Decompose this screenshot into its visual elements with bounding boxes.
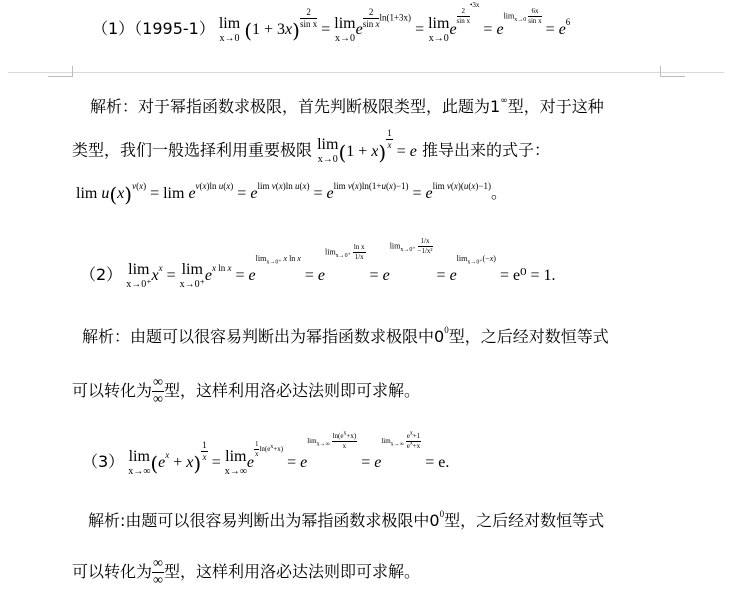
analysis2-line1: 解析：由题可以很容易判断出为幂指函数求极限中$0^0$型，之后经对数恒等式 xyxy=(82,325,609,346)
analysis1-formula: $\lim u(x)^{v(x)} = \lim e^{v(x)ln u(x)} = e^{lim v(x)ln u(x)} = e^{lim v(x)ln(1+u(x)-1)} = e^{lim v(x)(u(x)-1)}$。 xyxy=(76,181,508,207)
analysis2-line2: 可以转化为 $\frac{\infty}{\infty}$ 型，这样利用洛必达法则即可求解。 xyxy=(72,375,421,407)
analysis3-line1: 解析:由题可以很容易判断出为幂指函数求极限中$0^0$型，之后经对数恒等式 xyxy=(88,509,605,530)
analysis1-line2: 类型，我们一般选择利用重要极限 lim x→0 (1 + x) $\frac{1}{x}$ = e 推导出来的式子： xyxy=(72,128,550,165)
item1-lim: lim x→0 xyxy=(218,15,241,45)
analysis3-line2: 可以转化为 $\frac{\infty}{\infty}$ 型，这样利用洛必达法则即可求解。 xyxy=(72,556,421,588)
item2-result: = e⁰ = 1. xyxy=(499,267,556,284)
analysis1-line1: 解析：对于幂指函数求极限，首先判断极限类型，此题为1∞型，对于这种 xyxy=(90,96,604,116)
crop-mark-left xyxy=(48,66,73,77)
item3-equation: （3） lim x→∞ $(e^x + x)$ $\frac{1}{x}$ = lim x→∞ e $\frac{1}{x}$ $\ln(e^x+x) = elim_{x\to\infty}$ $\frac{\ln(e^x+x)}{x}$ = elim$_{x\to\infty}$ $\frac{e^x+1}{e^x+x}$ = e. xyxy=(82,430,450,478)
item2-equation: （2） lim x→0⁺ $x^x$ = lim x→0⁺ $e^{x ln x} = elim_{x\to 0^+}$ x ln x = elim$_{x\to 0^+}$ $\frac{\text{ln x}}{1/x}$ = elim$_{x\to 0^+}$ $\frac{1/x}{\text{−1/x²}}$ = elim$_{x\to 0^+}$(−x) = e⁰ = 1. xyxy=(80,237,556,291)
item1-exponent: $\frac{2}{\text{sin x}}$ xyxy=(299,7,318,29)
crop-mark-right xyxy=(660,66,685,77)
item1-label: （1）（1995-1） xyxy=(92,19,215,38)
page-separator xyxy=(8,72,724,73)
item1-equation: （1）（1995-1） lim x→0 (1 + 3x) $\frac{2}{\text{sin x}}$ = lim x→0 e $\frac{2}{\text{sin x}}$ ln(1+3x) = lim x→0 e $\frac{2}{\text{sin x}}$ $^{•3x}$ = elim$_{x\to 0}$ $\frac{6x}{\text{sin x}}$ = $e^6$ xyxy=(92,0,571,45)
item1-result-exp: 6 xyxy=(565,17,571,27)
item3-result: = e. xyxy=(425,454,450,471)
